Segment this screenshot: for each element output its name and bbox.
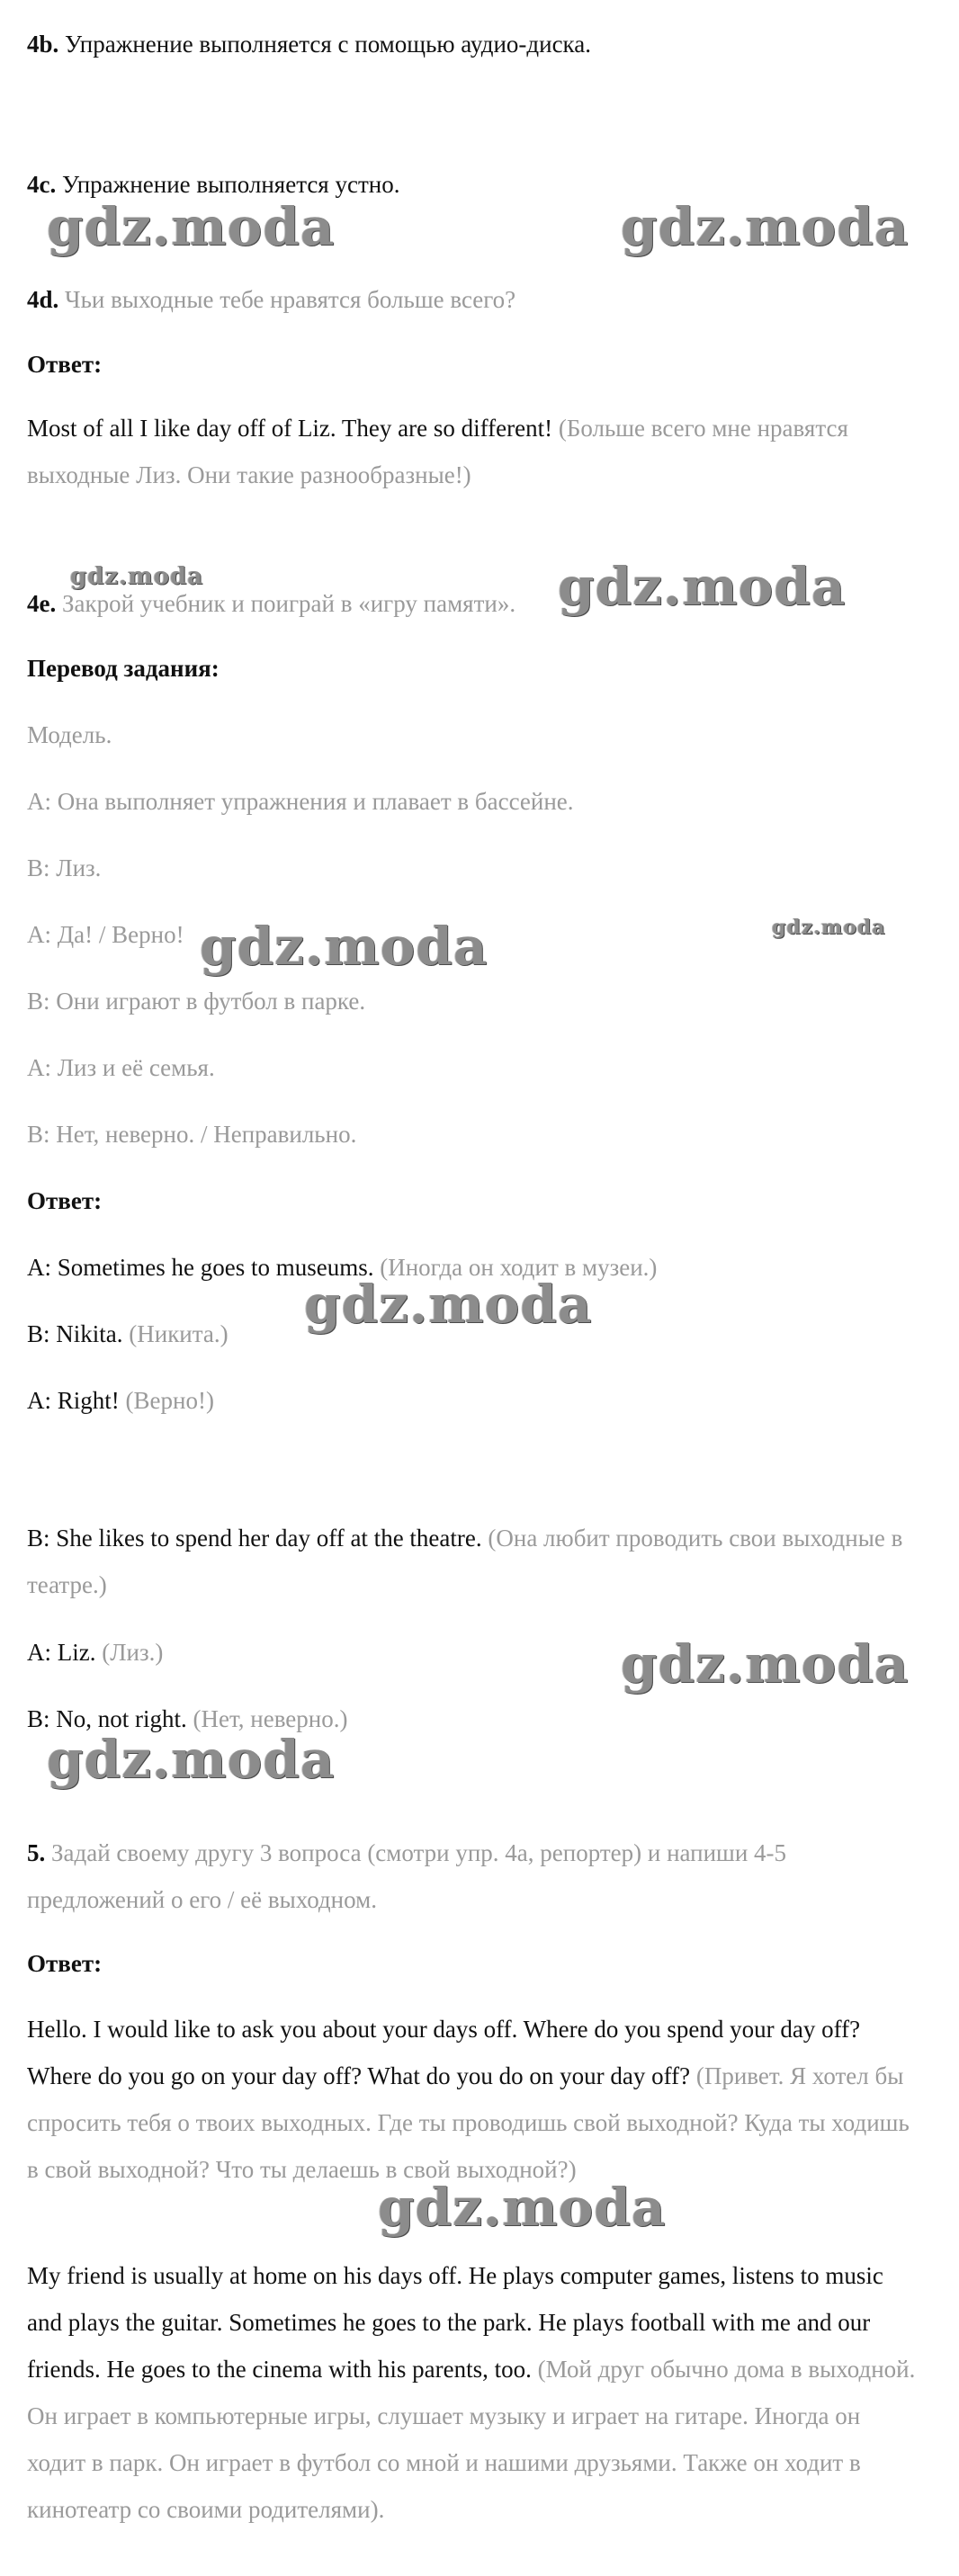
para1-ru: (Привет. Я хотел бы спросить тебя о твоих выходных. Где ты проводишь свой выходной? Куда ты ходишь в свой выходной? Что ты делаешь в свой выходной?)	[27, 2062, 910, 2183]
task-4b	[27, 20, 918, 68]
para2-ru: (Мой друг обычно дома в выходной. Он играет в компьютерные игры, слушает музыку и играет на гитаре. Иногда он ходит в парк. Он играет в футбол со мной и нашими друзьями. Также он ходит в кинотеатр со своими родителями).	[27, 2356, 916, 2523]
model-line: A: Лиз и её семья.	[27, 1054, 215, 1081]
task-4d	[27, 275, 918, 324]
para1-en: Hello. I would like to ask you about your days off. Where do you spend your day off? Where do you go on your day off? What do you do on your day off?	[27, 2016, 861, 2089]
watermark-logo: gdz.moda	[558, 556, 847, 617]
task-4d-answer-ru: (Больше всего мне нравятся выходные Лиз. Они такие разнообразные!)	[27, 415, 848, 488]
task-4c-number: 4c.	[27, 171, 57, 198]
model-line: A: Да! / Верно!	[27, 921, 184, 948]
task-4b-text: Упражнение выполняется с помощью аудио-диска.	[65, 31, 592, 58]
task-5-answer-label: Ответ:	[27, 1950, 103, 1977]
task-4c-text: Упражнение выполняется устно.	[61, 171, 400, 198]
task-5-paragraph-2	[27, 2252, 918, 2533]
watermark-logo: gdz.moda	[772, 916, 886, 939]
model-line: B: Лиз.	[27, 854, 102, 881]
watermark-logo: gdz.moda	[304, 1274, 593, 1335]
task-4d-answer-en: Most of all I like day off of Liz. They are so different!	[27, 415, 553, 442]
answer-ru: (Верно!)	[125, 1387, 214, 1414]
model-line: A: Она выполняет упражнения и плавает в бассейне.	[27, 788, 574, 815]
watermark-logo: gdz.moda	[621, 196, 910, 257]
answer-line	[27, 1515, 918, 1608]
task-4d-answer-label: Ответ:	[27, 351, 103, 378]
answer-ru: (Иногда он ходит в музеи.)	[380, 1254, 658, 1281]
answer-en: A: Liz.	[27, 1639, 96, 1666]
task-5-text: Задай своему другу 3 вопроса (смотри упр. 4а, репортер) и напиши 4-5 предложений о его / её выходном.	[27, 1839, 787, 1913]
answer-ru: (Нет, неверно.)	[193, 1705, 348, 1732]
para2-en: My friend is usually at home on his days off. He plays computer games, listens to music and plays the guitar. Sometimes he goes to the park. He plays football with me and our friends. He goes to the cinema with his parents, too.	[27, 2262, 883, 2383]
watermark-logo: gdz.moda	[47, 1729, 336, 1790]
task-5-paragraph-1	[27, 2006, 918, 2193]
answer-ru: (Никита.)	[129, 1320, 229, 1347]
task-4e-text: Закрой учебник и поиграй в «игру памяти».	[61, 590, 516, 617]
answer-line	[27, 1376, 918, 1425]
answer-en: B: Nikita.	[27, 1320, 123, 1347]
task-4b-number: 4b.	[27, 31, 59, 58]
answer-ru: (Она любит проводить свои выходные в театре.)	[27, 1525, 903, 1598]
task-4e-translation-label: Перевод задания:	[27, 655, 220, 682]
model-line: B: Они играют в футбол в парке.	[27, 988, 366, 1015]
watermark-logo: gdz.moda	[378, 2177, 667, 2238]
model-line: B: Нет, неверно. / Неправильно.	[27, 1121, 357, 1148]
task-4d-text: Чьи выходные тебе нравятся больше всего?	[65, 286, 516, 313]
task-4e-answer-label: Ответ:	[27, 1187, 103, 1214]
watermark-logo: gdz.moda	[70, 563, 204, 590]
answer-en: B: No, not right.	[27, 1705, 187, 1732]
watermark-logo: gdz.moda	[621, 1633, 910, 1695]
watermark-logo: gdz.moda	[47, 196, 336, 257]
answer-en: A: Right!	[27, 1387, 120, 1414]
task-5	[27, 1829, 918, 1923]
task-4d-number: 4d.	[27, 286, 59, 313]
answer-en: A: Sometimes he goes to museums.	[27, 1254, 374, 1281]
answer-en: B: She likes to spend her day off at the theatre.	[27, 1525, 482, 1552]
task-5-number: 5.	[27, 1839, 46, 1866]
task-4e-number: 4e.	[27, 590, 57, 617]
task-4d-answer	[27, 405, 918, 498]
watermark-logo: gdz.moda	[200, 916, 488, 977]
model-line: Модель.	[27, 721, 112, 748]
answer-ru: (Лиз.)	[102, 1639, 164, 1666]
